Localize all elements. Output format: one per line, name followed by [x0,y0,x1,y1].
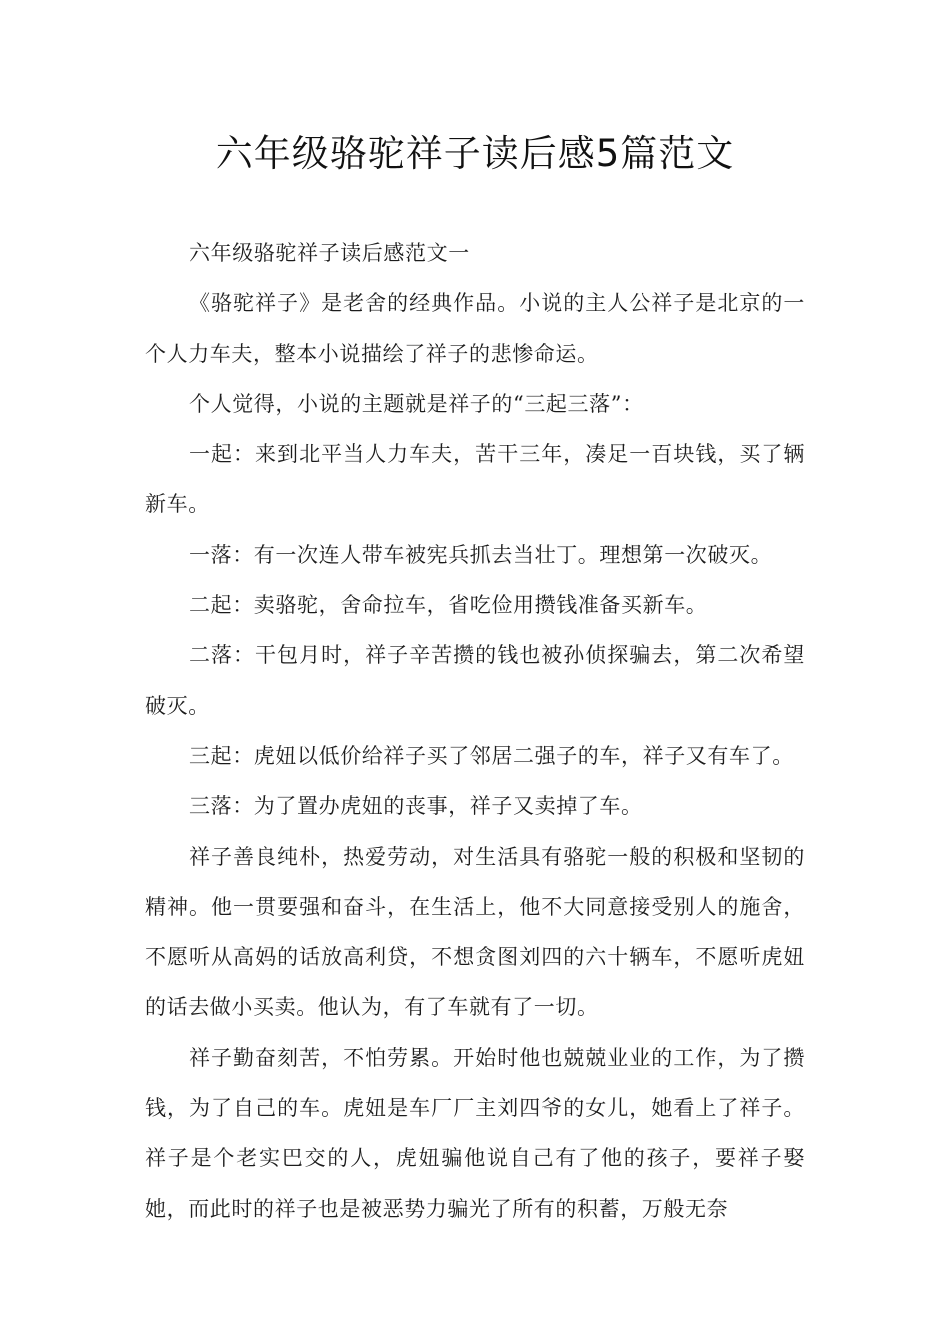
paragraph: 二落：干包月时，祥子辛苦攒的钱也被孙侦探骗去，第二次希望破灭。 [145,643,805,718]
paragraph: 祥子善良纯朴，热爱劳动，对生活具有骆驼一般的积极和坚韧的精神。他一贯要强和奋斗，在生活上，他不大同意接受别人的施舍，不愿听从高妈的话放高利贷，不想贪图刘四的六十辆车，不愿听虎妞的话去做小买卖。他认为，有了车就有了一切。 [145,844,805,1020]
document-body [145,228,805,1234]
paragraph-subtitle: 六年级骆驼祥子读后感范文一 [189,241,470,265]
paragraph: 三落：为了置办虎妞的丧事，祥子又卖掉了车。 [189,794,643,819]
document-title: 六年级骆驼祥子读后感5篇范文 [215,132,735,175]
paragraph: 个人觉得，小说的主题就是祥子的“三起三落”： [189,391,644,416]
paragraph: 三起：虎妞以低价给祥子买了邻居二强子的车，祥子又有车了。 [189,743,794,768]
paragraph: 祥子勤奋刻苦，不怕劳累。开始时他也兢兢业业的工作，为了攒钱，为了自己的车。虎妞是车厂厂主刘四爷的女儿，她看上了祥子。祥子是个老实巴交的人，虎妞骗他说自己有了他的孩子，要祥子娶她，而此时的祥子也是被恶势力骗光了所有的积蓄，万般无奈 [145,1045,805,1221]
paragraph: 《骆驼祥子》是老舍的经典作品。小说的主人公祥子是北京的一个人力车夫，整本小说描绘了祥子的悲惨命运。 [145,291,805,366]
paragraph: 一起：来到北平当人力车夫，苦干三年，凑足一百块钱，买了辆新车。 [145,442,805,517]
paragraph: 二起：卖骆驼，舍命拉车，省吃俭用攒钱准备买新车。 [189,593,708,618]
paragraph: 一落：有一次连人带车被宪兵抓去当壮丁。理想第一次破灭。 [189,542,773,567]
